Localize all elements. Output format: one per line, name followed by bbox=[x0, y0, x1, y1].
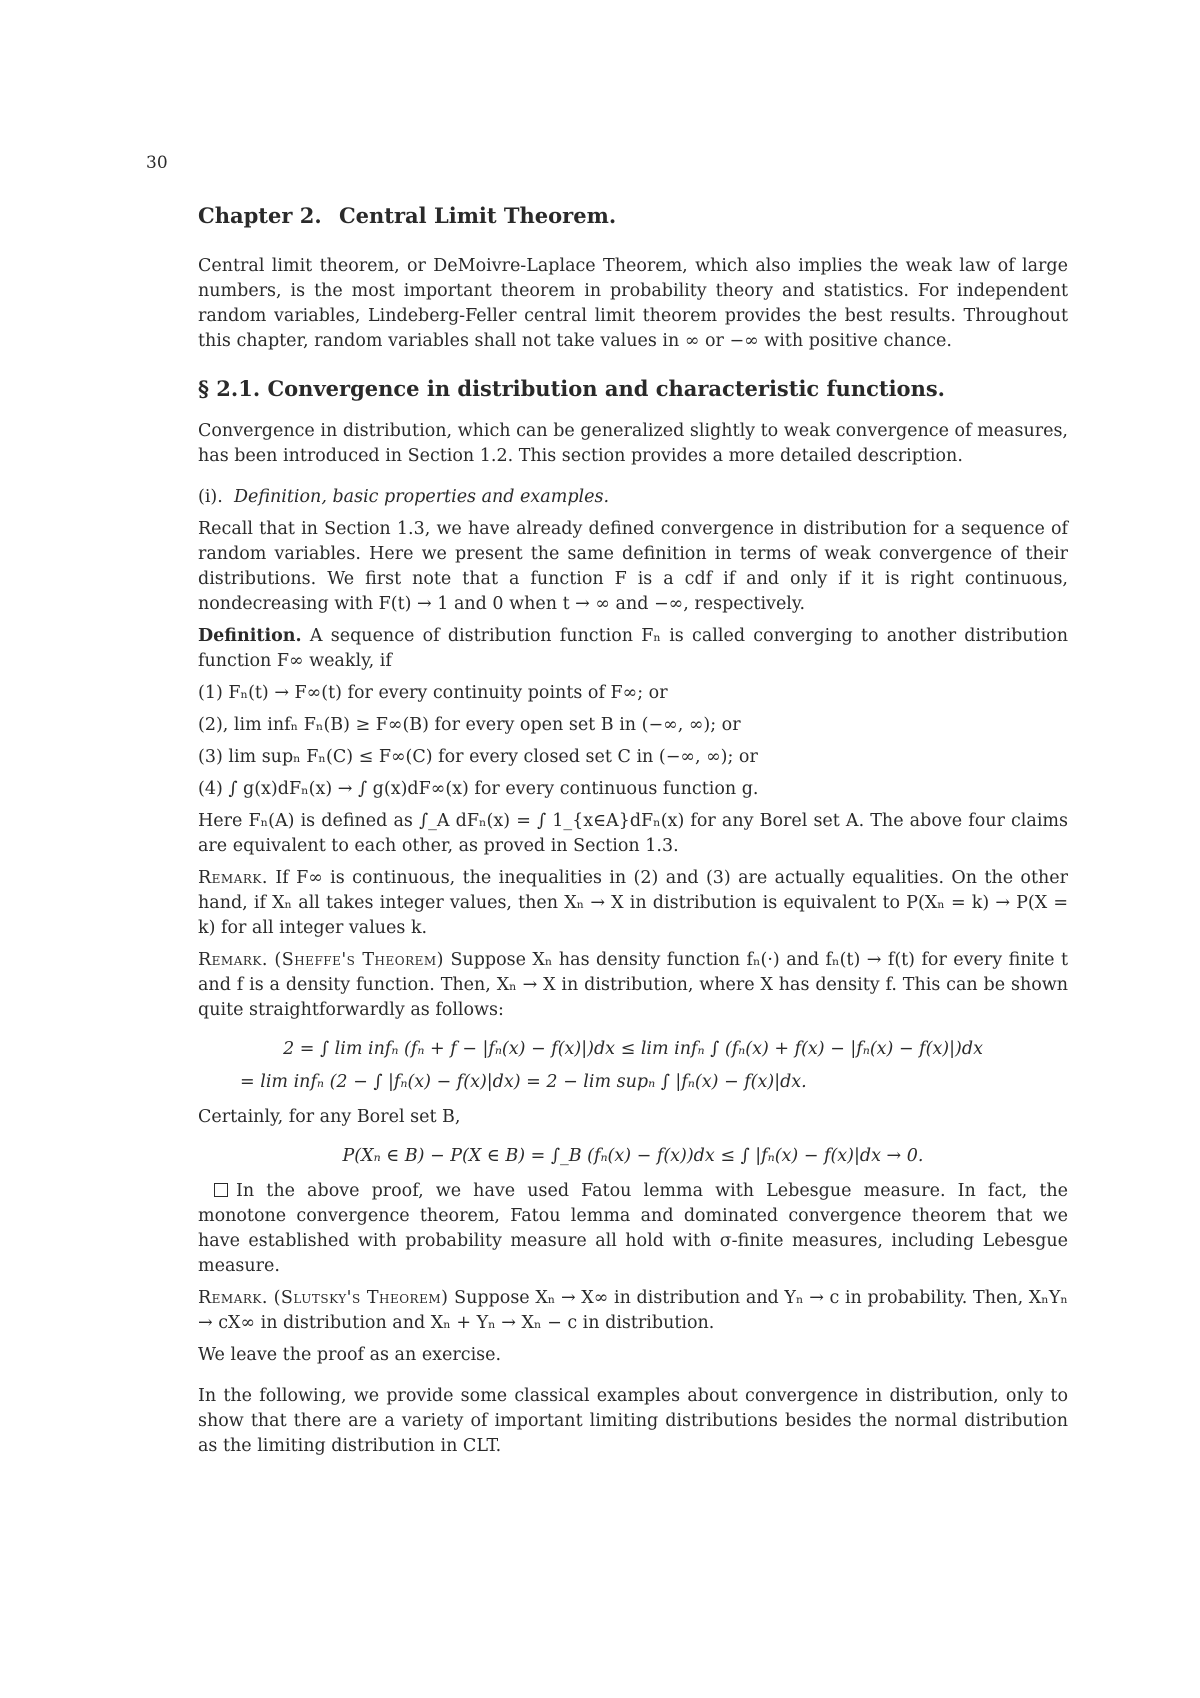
remark-2 bbox=[198, 948, 1068, 1023]
proof-note-text: In the above proof, we have used Fatou lemma with Lebesgue measure. In fact, the monotone convergence theorem, Fatou lemma and dominated convergence theorem that we have established with probability measure all hold with σ-finite measures, including Lebesgue measure. bbox=[198, 1181, 1068, 1276]
display-equation-1-line-1: 2 = ∫ lim infₙ (fₙ + f − |fₙ(x) − f(x)|)dx ≤ lim infₙ ∫ (fₙ(x) + f(x) − |fₙ(x) − f(x)|)dx bbox=[283, 1039, 983, 1059]
closing-paragraph: In the following, we provide some classical examples about convergence in distribution, only to show that there are a variety of important limiting distributions besides the normal distribution as the limiting distribution in CLT. bbox=[198, 1386, 1068, 1456]
display-equation-1 bbox=[198, 1037, 1068, 1095]
exercise-note: We leave the proof as an exercise. bbox=[198, 1345, 502, 1365]
definition-text: A sequence of distribution function Fₙ is called converging to another distribution function F∞ weakly, if bbox=[198, 626, 1068, 671]
chapter-heading bbox=[198, 203, 1068, 228]
chapter-label: Chapter 2. bbox=[198, 203, 322, 228]
definition-item-3: (3) lim supₙ Fₙ(C) ≤ F∞(C) for every closed set C in (−∞, ∞); or bbox=[198, 747, 758, 767]
remark-3-text: Suppose Xₙ → X∞ in distribution and Yₙ → c in probability. Then, XₙYₙ → cX∞ in distribution and Xₙ + Yₙ → Xₙ − c in distribution. bbox=[198, 1288, 1068, 1333]
remark-2-label: Remark. bbox=[198, 950, 268, 970]
remark-1-label: Remark. bbox=[198, 868, 268, 888]
definition-after: Here Fₙ(A) is defined as ∫_A dFₙ(x) = ∫ 1_{x∈A}dFₙ(x) for any Borel set A. The above four claims are equivalent to each other, as proved in Section 1.3. bbox=[198, 811, 1068, 856]
subsection-title: Definition, basic properties and examples. bbox=[233, 487, 610, 507]
section-heading bbox=[198, 376, 1068, 401]
remark-1 bbox=[198, 866, 1068, 941]
remark-2-text: Suppose Xₙ has density function fₙ(·) and fₙ(t) → f(t) for every finite t and f is a density function. Then, Xₙ → X in distribution, where X has density f. This can be shown quite straightforwardly as follows: bbox=[198, 950, 1068, 1020]
borel-intro: Certainly, for any Borel set B, bbox=[198, 1107, 461, 1127]
subsection-label: (i). bbox=[198, 487, 223, 507]
remark-2-name: (Sheffe's Theorem) bbox=[274, 950, 444, 970]
chapter-intro: Central limit theorem, or DeMoivre-Laplace Theorem, which also implies the weak law of large numbers, is the most important theorem in probability theory and statistics. For independent random variables, Lindeberg-Feller central limit theorem provides the best results. Throughout this chapter, random variables shall not take values in ∞ or −∞ with positive chance. bbox=[198, 256, 1068, 351]
recall-paragraph: Recall that in Section 1.3, we have already defined convergence in distribution for a sequence of random variables. Here we present the same definition in terms of weak convergence of their distributions. We first note that a function F is a cdf if and only if it is right continuous, nondecreasing with F(t) → 1 and 0 when t → ∞ and −∞, respectively. bbox=[198, 519, 1068, 614]
display-equation-1-line-2: = lim infₙ (2 − ∫ |fₙ(x) − f(x)|dx) = 2 − lim supₙ ∫ |fₙ(x) − f(x)|dx. bbox=[240, 1072, 807, 1092]
definition-item-2: (2), lim infₙ Fₙ(B) ≥ F∞(B) for every open set B in (−∞, ∞); or bbox=[198, 715, 741, 735]
qed-box-icon bbox=[214, 1183, 228, 1197]
chapter-title: Central Limit Theorem. bbox=[338, 203, 617, 228]
display-equation-2 bbox=[198, 1144, 1068, 1169]
page-content bbox=[198, 203, 1068, 1466]
definition-item-1: (1) Fₙ(t) → F∞(t) for every continuity points of F∞; or bbox=[198, 683, 668, 703]
page-number: 30 bbox=[146, 153, 168, 173]
section-title: Convergence in distribution and characteristic functions. bbox=[267, 376, 945, 401]
definition-paragraph bbox=[198, 624, 1068, 674]
subsection-heading bbox=[198, 485, 1068, 510]
section-label: § 2.1. bbox=[198, 376, 261, 401]
remark-3-label: Remark. bbox=[198, 1288, 268, 1308]
remark-3 bbox=[198, 1286, 1068, 1336]
definition-item-4: (4) ∫ g(x)dFₙ(x) → ∫ g(x)dF∞(x) for every continuous function g. bbox=[198, 779, 759, 799]
definition-label: Definition. bbox=[198, 626, 302, 646]
section-intro: Convergence in distribution, which can be generalized slightly to weak convergence of measures, has been introduced in Section 1.2. This section provides a more detailed description. bbox=[198, 421, 1068, 466]
display-equation-2-line: P(Xₙ ∈ B) − P(X ∈ B) = ∫_B (fₙ(x) − f(x))dx ≤ ∫ |fₙ(x) − f(x)|dx → 0. bbox=[342, 1146, 924, 1166]
remark-1-text: If F∞ is continuous, the inequalities in (2) and (3) are actually equalities. On the other hand, if Xₙ all takes integer values, then Xₙ → X in distribution is equivalent to P(Xₙ = k) → P(X = k) for all integer values k. bbox=[198, 868, 1068, 938]
proof-note bbox=[198, 1179, 1068, 1279]
remark-3-name: (Slutsky's Theorem) bbox=[273, 1288, 449, 1308]
